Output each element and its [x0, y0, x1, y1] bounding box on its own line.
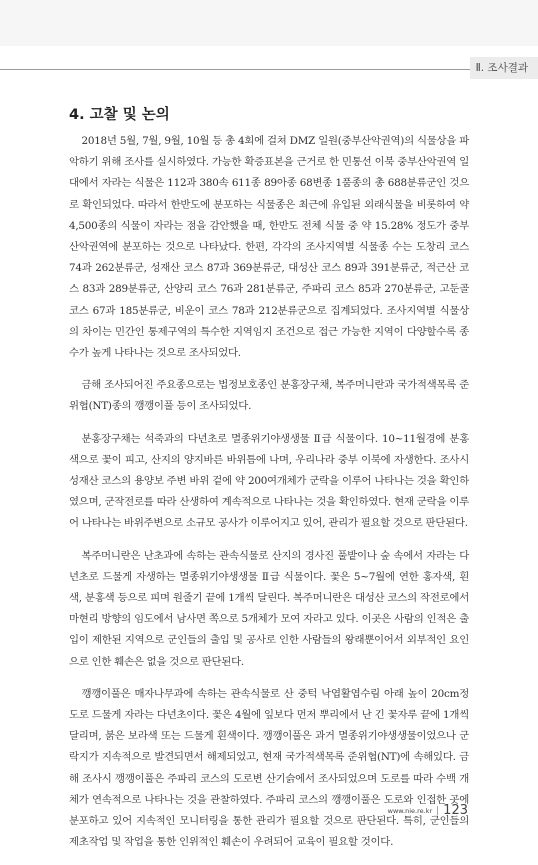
footer-url: www.nie.re.kr: [387, 806, 433, 815]
paragraph-jeffersonia: 깽깽이풀은 매자나무과에 속하는 관속식물로 산 중턱 낙엽활엽수림 아래 높이 20cm정도로 드물게 자라는 다년초이다. 꽃은 4월에 잎보다 먼저 뿌리에서 난 긴 꽃자루 끝에 1개씩 달리며, 붉은 보라색 또는 드물게 흰색이다. 깽깽이풀은 과거 멸종위기야생생물이었으나 군락지가 지속적으로 발견되면서 해제되었고, 현재 국가적색목록 준위협(NT)에 속해있다. 금해 조사시 깽깽이풀은 주파리 코스의 도로변 산기슭에서 조사되었으며 도로를 따라 수백 개체가 연속적으로 나타나는 것을 관찰하였다. 주파리 코스의 깽깽이풀은 도로와 인접한 곳에 분포하고 있어 지속적인 모니터링을 통한 관리가 필요할 것으로 판단된다. 특히, 군인들의 제초작업 및 작업을 통한 인위적인 훼손이 우려되어 교육이 필요할 것이다.: [69, 687, 469, 849]
page-footer: [388, 803, 468, 818]
page-number: 123: [443, 803, 468, 818]
top-margin-strip: [0, 0, 538, 46]
paragraph-cypripedium: 복주머니란은 난초과에 속하는 관속식물로 산지의 경사진 풀밭이나 숲 속에서 자라는 다년초로 드물게 자생하는 멸종위기야생생물 Ⅱ급 식물이다. 꽃은 5~7월에 연한 홍자색, 흰색, 분홍색 등으로 피며 원줄기 끝에 1개씩 달린다. 복주머니란은 대성산 코스의 작전로에서 마현리 방향의 임도에서 남사면 쪽으로 5개체가 모여 자라고 있다. 이곳은 사람의 인적은 출입이 제한된 지역으로 군인들의 출입 및 공사로 인한 사람들의 왕래뿐이어서 외부적인 요인으로 인한 훼손은 없을 것으로 판단된다.: [69, 549, 469, 668]
footer-separator: |: [436, 805, 440, 816]
header-rule: [0, 69, 538, 70]
section-title: 4. 고찰 및 논의: [69, 107, 170, 123]
paragraph-survey-summary: 2018년 5월, 7월, 9월, 10월 등 총 4회에 걸쳐 DMZ 일원(중부산악권역)의 식물상을 파악하기 위해 조사를 실시하였다. 가능한 확증표본을 근거로 한 민통선 이북 중부산악권역 일대에서 자라는 식물은 112과 380속 611종 89아종 68변종 1품종의 총 688분류군인 것으로 확인되었다. 따라서 한반도에 분포하는 식물종은 최근에 유입된 외래식물을 비롯하여 약 4,500종의 식물이 자라는 점을 감안했을 때, 한반도 전체 식물 중 약 15.28% 정도가 중부산악권역에 분포하는 것으로 나타났다. 한편, 각각의 조사지역별 식물종 수는 도창리 코스 74과 262분류군, 성재산 코스 87과 369분류군, 대성산 코스 89과 391분류군, 적근산 코스 83과 289분류군, 산양리 코스 76과 281분류군, 주파리 코스 85과 270분류군, 고둔골 코스 67과 185분류군, 비운이 코스 78과 212분류군으로 집계되었다. 조사지역별 식물상의 차이는 민간인 통제구역의 특수한 지역임지 조건으로 접근 가능한 지역이 다양할수록 종 수가 높게 나타나는 것으로 조사되었다.: [69, 135, 469, 360]
paragraph-silene: 분홍장구채는 석죽과의 다년초로 멸종위기야생생물 Ⅱ급 식물이다. 10~11월경에 분홍색으로 꽃이 피고, 산지의 양지바른 바위틈에 나며, 우리나라 중부 이북에 자생한다. 조사시 성재산 코스의 용양보 주변 바위 겉에 약 200여개체가 군락을 이루어 나타나는 것을 확인하였으며, 군작전로를 따라 산생하여 계속적으로 나타나는 것을 확인하였다. 현재 군락을 이루어 나타나는 바위주변으로 소규모 공사가 이루어지고 있어, 관리가 필요할 것으로 판단된다.: [69, 432, 469, 530]
chapter-header-label: Ⅱ. 조사결과: [470, 57, 538, 79]
body-text: [69, 131, 469, 865]
paragraph-key-species: 금해 조사되어진 주요종으로는 법정보호종인 분홍장구채, 복주머니란과 국가적색목록 준위협(NT)종의 깽깽이풀 등이 조사되었다.: [69, 379, 469, 413]
